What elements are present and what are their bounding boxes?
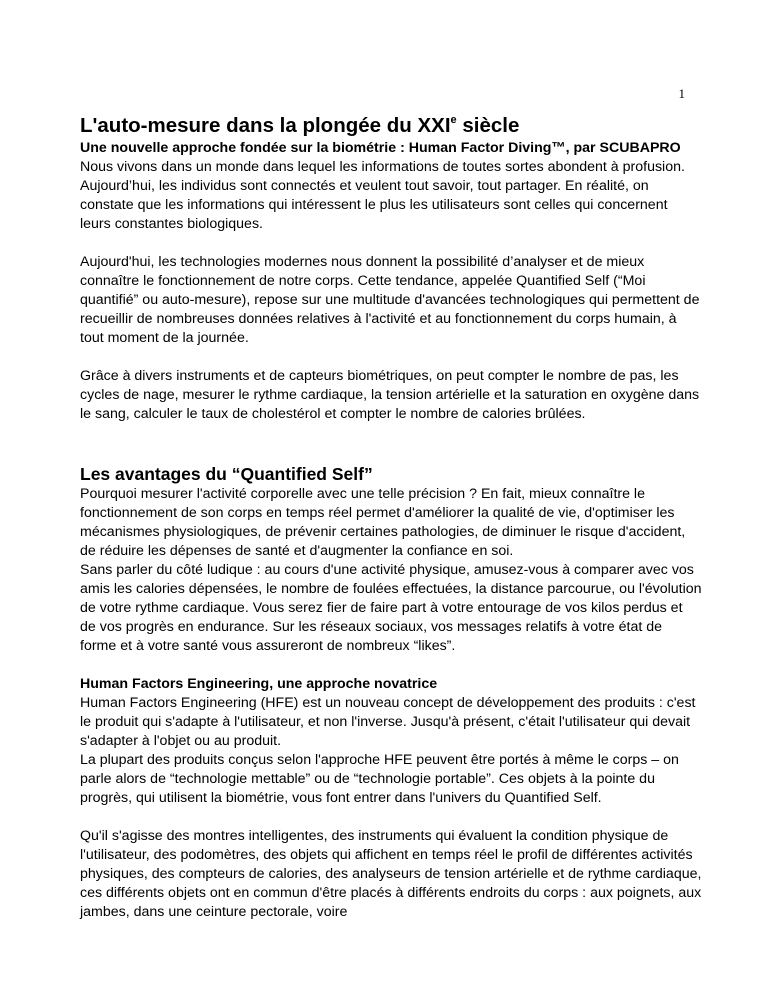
hfe-paragraph-1: Human Factors Engineering (HFE) est un nouveau concept de développement des produits : c'est le produit qui s'adapte à l'utilisateur, et non l'inverse. Jusqu'à présent, c'était l'utilisateur qui devait s'adapter à l'objet ou au produit. bbox=[80, 695, 696, 749]
advantages-paragraph-1: Pourquoi mesurer l'activité corporelle avec une telle précision ? En fait, mieux connaître le fonctionnement de son corps en temps réel permet d'améliorer la qualité de vie, d'optimiser les mécanismes physiologiques, de prévenir certaines pathologies, de diminuer le risque d'accident, de réduire les dépenses de santé et d'augmenter la confiance en soi. bbox=[80, 486, 686, 559]
intro-paragraph-1: Nous vivons dans un monde dans lequel les informations de toutes sortes abondent à profusion. Aujourd’hui, les individus sont connectés et veulent tout savoir, tout partager. En réalité, on constate que les informations qui intéressent le plus les utilisateurs sont celles qui concernent leurs constantes biologiques. bbox=[80, 159, 685, 232]
paragraph-spacer bbox=[80, 348, 702, 367]
hfe-paragraph-3: Qu'il s'agisse des montres intelligentes, des instruments qui évaluent la condition physique de l'utilisateur, des podomètres, des objets qui affichent en temps réel le profil de différentes activités physiques, des compteurs de calories, des analyseurs de tension artérielle et de rythme cardiaque, ces différents objets ont en commun d'être placés à différents endroits du corps : aux poignets, aux jambes, dans une ceinture pectorale, voire bbox=[80, 828, 702, 920]
page-number: 1 bbox=[678, 86, 685, 101]
title-superscript: e bbox=[450, 114, 457, 127]
hfe-paragraph-2: La plupart des produits conçus selon l'approche HFE peuvent être portés à même le corps – on parle alors de “technologie mettable” ou de “technologie portable”. Ces objets à la pointe du progrès, qui utilisent la biométrie, vous font entrer dans l'univers du Quantified Self. bbox=[80, 752, 679, 806]
document-subtitle: Une nouvelle approche fondée sur la biométrie : Human Factor Diving™, par SCUBAPRO bbox=[80, 140, 681, 156]
section-heading-advantages: Les avantages du “Quantified Self” bbox=[80, 464, 373, 484]
document-body bbox=[80, 113, 702, 922]
section-heading-hfe: Human Factors Engineering, une approche novatrice bbox=[80, 676, 438, 692]
intro-paragraph-3: Grâce à divers instruments et de capteurs biométriques, on peut compter le nombre de pas, les cycles de nage, mesurer le rythme cardiaque, la tension artérielle et la saturation en oxygène dans le sang, calculer le taux de cholestérol et compter le nombre de calories brûlées. bbox=[80, 368, 700, 422]
paragraph-spacer bbox=[80, 234, 702, 253]
intro-paragraph-2: Aujourd'hui, les technologies modernes nous donnent la possibilité d’analyser et de mieux connaître le fonctionnement de notre corps. Cette tendance, appelée Quantified Self (“Moi quantifié” ou auto-mesure), repose sur une multitude d'avancées technologiques qui permettent de recueillir de nombreuses données relatives à l'activité et au fonctionnement du corps humain, à tout moment de la journée. bbox=[80, 254, 700, 346]
section-spacer bbox=[80, 656, 702, 675]
title-tail: siècle bbox=[456, 114, 520, 137]
section-spacer bbox=[80, 424, 702, 463]
paragraph-spacer bbox=[80, 808, 702, 827]
advantages-paragraph-2: Sans parler du côté ludique : au cours d'une activité physique, amusez-vous à comparer avec vos amis les calories dépensées, le nombre de foulées effectuées, la distance parcourue, ou l'évolution de votre rythme cardiaque. Vous serez fier de faire part à votre entourage de vos kilos perdus et de vos progrès en endurance. Sur les réseaux sociaux, vos messages relatifs à votre état de forme et à votre santé vous assureront de nombreux “likes”. bbox=[80, 562, 702, 654]
title-main: L'auto-mesure dans la plongée du XXI bbox=[80, 114, 451, 137]
document-title bbox=[80, 113, 702, 139]
